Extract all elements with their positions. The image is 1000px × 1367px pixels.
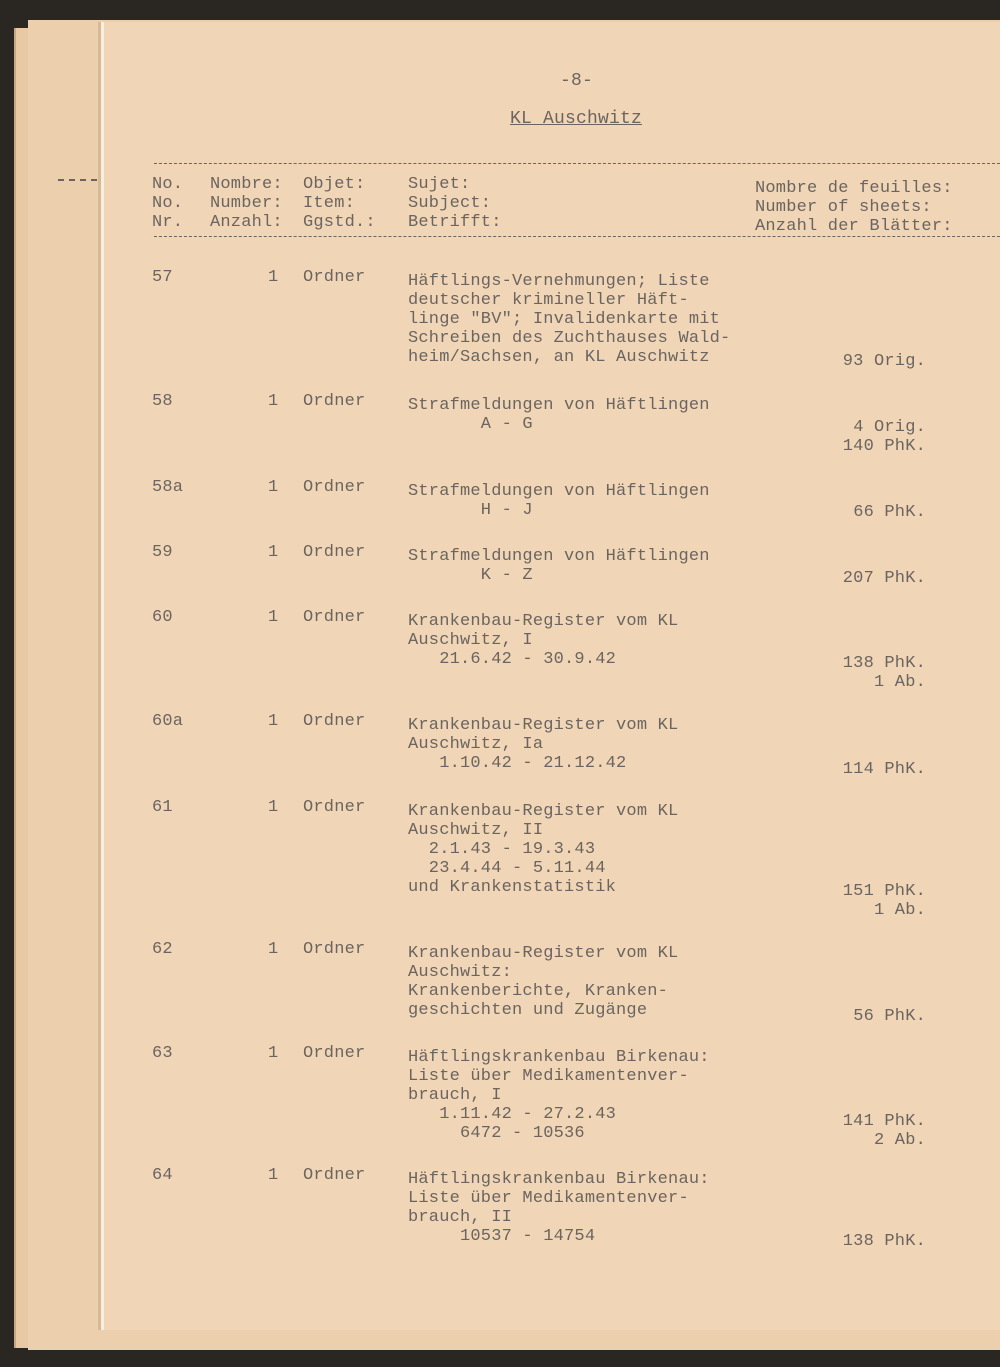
- entry-sheets: 66 PhK.: [853, 503, 926, 522]
- entry-subject: Häftlingskrankenbau Birkenau: Liste über Medikamentenver- brauch, II 10537 - 14754: [408, 1170, 710, 1246]
- entry-count: 1: [268, 478, 279, 497]
- header-bottom-rule: [154, 236, 1000, 237]
- entry-count: 1: [268, 798, 279, 817]
- header-col-no: No. No. Nr.: [152, 175, 184, 232]
- entry-item: Ordner: [303, 478, 366, 497]
- entry-count: 1: [268, 940, 279, 959]
- entry-subject: Häftlingskrankenbau Birkenau: Liste über Medikamentenver- brauch, I 1.11.42 - 27.2.43 6472 - 10536: [408, 1048, 710, 1143]
- entry-number: 62: [152, 940, 173, 959]
- entry-count: 1: [268, 712, 279, 731]
- entry-number: 60: [152, 608, 173, 627]
- entry-count: 1: [268, 1166, 279, 1185]
- entry-subject: Krankenbau-Register vom KL Auschwitz, I 21.6.42 - 30.9.42: [408, 612, 679, 669]
- entry-item: Ordner: [303, 1166, 366, 1185]
- entry-item: Ordner: [303, 608, 366, 627]
- header-col-objet: Objet: Item: Ggstd.:: [303, 175, 376, 232]
- entry-sheets: 138 PhK. 1 Ab.: [842, 654, 926, 692]
- entry-subject: Häftlings-Vernehmungen; Liste deutscher krimineller Häft- linge "BV"; Invalidenkarte mit Schreiben des Zuchthauses Wald- heim/Sachsen, an KL Auschwitz: [408, 272, 731, 367]
- entry-count: 1: [268, 608, 279, 627]
- entry-subject: Krankenbau-Register vom KL Auschwitz, Ia 1.10.42 - 21.12.42: [408, 716, 679, 773]
- document-page: [104, 22, 1000, 1330]
- entry-sheets: 207 PhK.: [842, 569, 926, 588]
- page-number: -8-: [560, 71, 594, 91]
- entry-sheets: 114 PhK.: [842, 760, 926, 779]
- entry-number: 64: [152, 1166, 173, 1185]
- entry-subject: Krankenbau-Register vom KL Auschwitz: Krankenberichte, Kranken- geschichten und Zugänge: [408, 944, 679, 1020]
- entry-number: 61: [152, 798, 173, 817]
- entry-sheets: 141 PhK. 2 Ab.: [842, 1112, 926, 1150]
- entry-number: 59: [152, 543, 173, 562]
- entry-item: Ordner: [303, 543, 366, 562]
- underlying-sheet-rule: [58, 179, 108, 181]
- entry-item: Ordner: [303, 1044, 366, 1063]
- entry-number: 58: [152, 392, 173, 411]
- entry-number: 60a: [152, 712, 184, 731]
- header-col-nombre: Nombre: Number: Anzahl:: [210, 175, 283, 232]
- entry-subject: Strafmeldungen von Häftlingen K - Z: [408, 547, 710, 585]
- entry-item: Ordner: [303, 268, 366, 287]
- entry-sheets: 151 PhK. 1 Ab.: [842, 882, 926, 920]
- entry-count: 1: [268, 1044, 279, 1063]
- entry-count: 1: [268, 543, 279, 562]
- header-col-sujet: Sujet: Subject: Betrifft:: [408, 175, 502, 232]
- entry-sheets: 93 Orig.: [842, 352, 926, 371]
- entry-sheets: 138 PhK.: [842, 1232, 926, 1251]
- entry-sheets: 56 PhK.: [853, 1007, 926, 1026]
- entry-subject: Krankenbau-Register vom KL Auschwitz, II 2.1.43 - 19.3.43 23.4.44 - 5.11.44 und Krankenstatistik: [408, 802, 679, 897]
- entry-item: Ordner: [303, 712, 366, 731]
- entry-count: 1: [268, 268, 279, 287]
- entry-item: Ordner: [303, 940, 366, 959]
- entry-subject: Strafmeldungen von Häftlingen A - G: [408, 396, 710, 434]
- entry-subject: Strafmeldungen von Häftlingen H - J: [408, 482, 710, 520]
- page-title: KL Auschwitz: [510, 109, 643, 129]
- header-col-sheets: Nombre de feuilles: Number of sheets: Anzahl der Blätter:: [755, 179, 953, 236]
- entry-sheets: 4 Orig. 140 PhK.: [842, 418, 926, 456]
- entry-count: 1: [268, 392, 279, 411]
- entry-item: Ordner: [303, 798, 366, 817]
- entry-item: Ordner: [303, 392, 366, 411]
- header-top-rule: [154, 163, 1000, 164]
- entry-number: 58a: [152, 478, 184, 497]
- entry-number: 57: [152, 268, 173, 287]
- entry-number: 63: [152, 1044, 173, 1063]
